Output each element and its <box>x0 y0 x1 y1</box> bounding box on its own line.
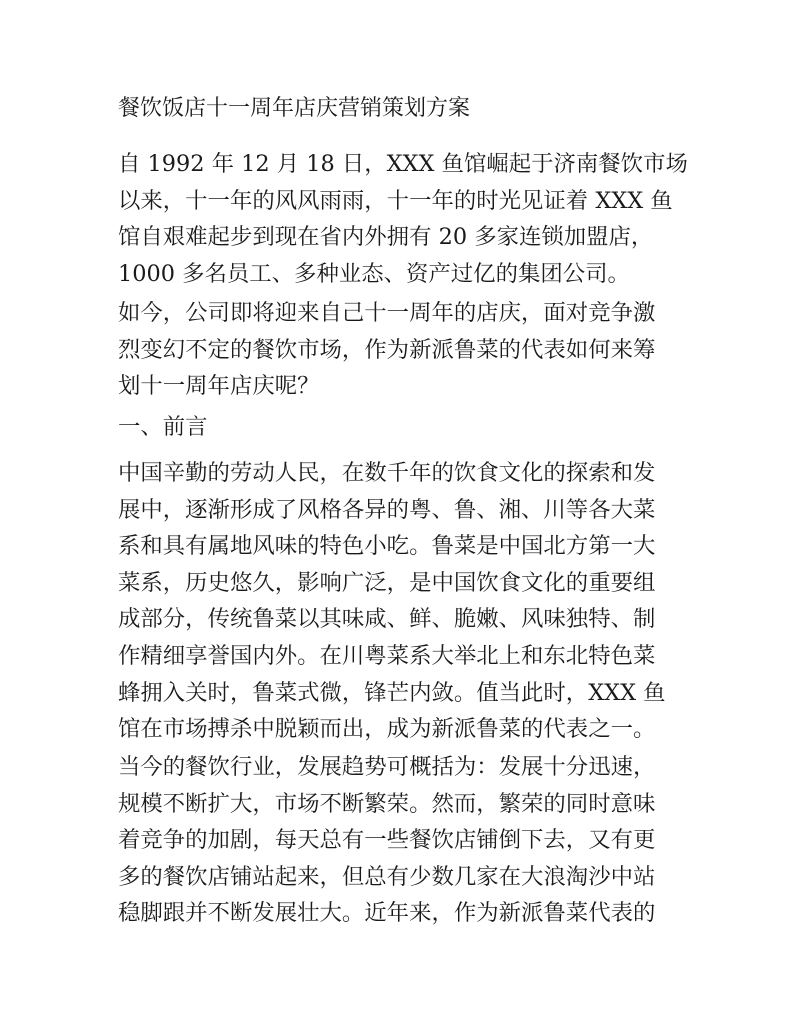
text-line: 一、前言 <box>118 414 208 440</box>
text-line: 多的餐饮店铺站起来，但总有少数几家在大浪淘沙中站 <box>118 863 656 890</box>
text-line: 馆在市场搏杀中脱颖而出，成为新派鲁菜的代表之一。 <box>118 716 656 743</box>
text-line: 展中，逐渐形成了风格各异的粤、鲁、湘、川等各大菜 <box>118 496 656 523</box>
section-heading-preface <box>118 409 678 446</box>
paragraph-intro <box>118 146 688 292</box>
text-line: 烈变幻不定的餐饮市场，作为新派鲁菜的代表如何来筹 <box>118 336 656 363</box>
text-line: 作精细享誉国内外。在川粤菜系大举北上和东北特色菜 <box>118 642 656 669</box>
text-line: 当今的餐饮行业，发展趋势可概括为：发展十分迅速， <box>118 754 656 780</box>
text-line: 中国辛勤的劳动人民，在数千年的饮食文化的探索和发 <box>118 460 656 486</box>
text-line: 如今，公司即将迎来自己十一周年的店庆，面对竞争激 <box>118 300 656 326</box>
text-line: 菜系，历史悠久，影响广泛，是中国饮食文化的重要组 <box>118 569 656 596</box>
text-line: 划十一周年店庆呢？ <box>118 373 320 400</box>
text-line: 馆自艰难起步到现在省内外拥有 20 多家连锁加盟店， <box>118 224 654 251</box>
paragraph-question <box>118 295 678 405</box>
text-line: 着竞争的加剧，每天总有一些餐饮店铺倒下去，又有更 <box>118 827 656 854</box>
text-line: 成部分，传统鲁菜以其味咸、鲜、脆嫩、风味独特、制 <box>118 606 656 633</box>
paragraph-background <box>118 455 678 748</box>
text-line: 自 1992 年 12 月 18 日，XXX 鱼馆崛起于济南餐饮市场 <box>118 151 688 177</box>
text-line: 规模不断扩大，市场不断繁荣。然而，繁荣的同时意味 <box>118 790 656 817</box>
text-line: 稳脚跟并不断发展壮大。近年来，作为新派鲁菜代表的 <box>118 900 656 927</box>
paragraph-industry-trend <box>118 749 678 932</box>
document-title: 餐饮饭店十一周年店庆营销策划方案 <box>118 96 471 121</box>
text-line: 蜂拥入关时，鲁菜式微，锋芒内敛。值当此时，XXX 鱼 <box>118 679 666 706</box>
text-line: 系和具有属地风味的特色小吃。鲁菜是中国北方第一大 <box>118 533 656 560</box>
text-line: 以来，十一年的风风雨雨，十一年的时光见证着 XXX 鱼 <box>118 187 673 214</box>
text-line: 1000 多名员工、多种业态、资产过亿的集团公司。 <box>118 260 630 287</box>
